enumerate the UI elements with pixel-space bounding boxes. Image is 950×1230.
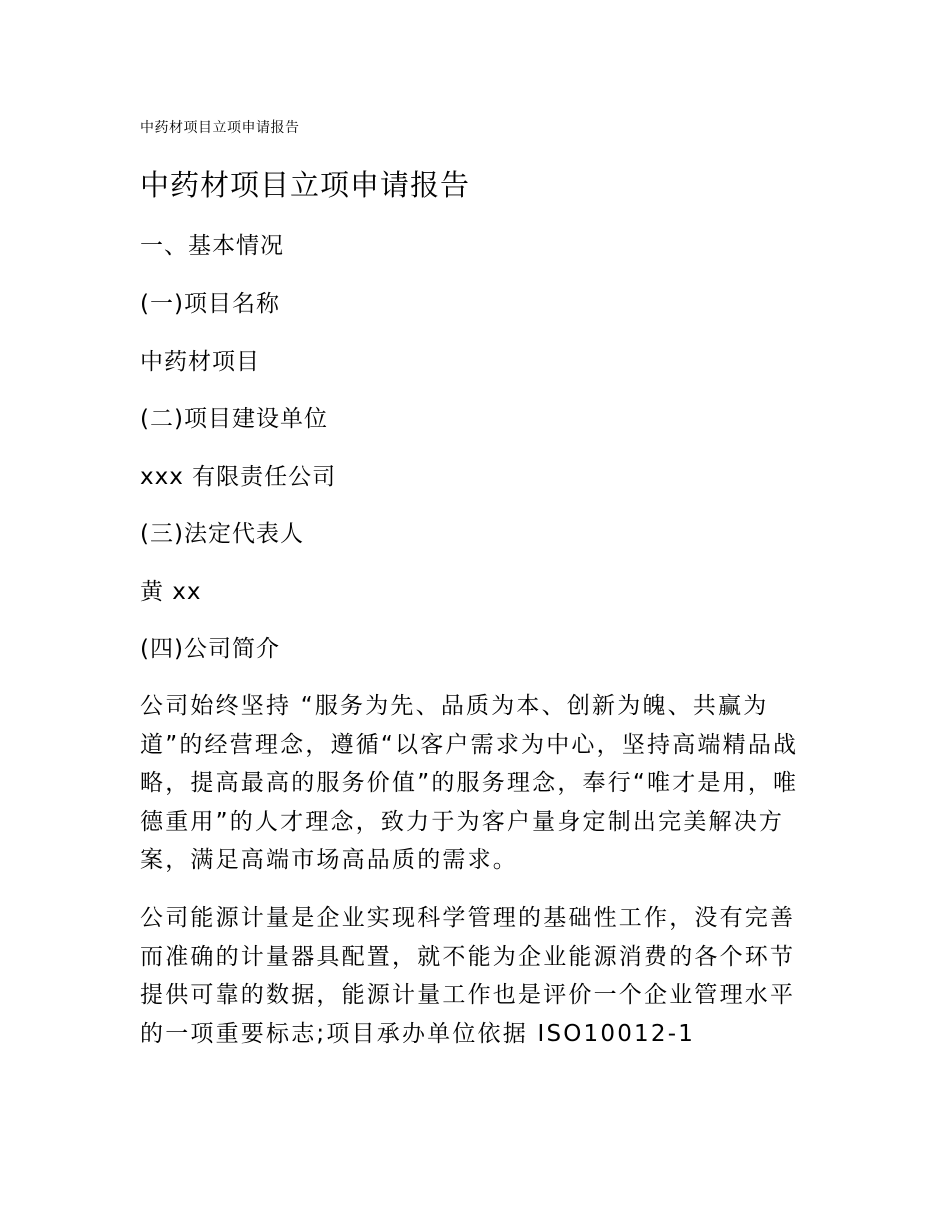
document-title: 中药材项目立项申请报告	[140, 168, 471, 202]
project-name-value: 中药材项目	[140, 349, 260, 375]
company-profile-paragraph: 公司始终坚持 “服务为先、品质为本、创新为魄、共赢为道”的经营理念，遵循“以客户需求为中心，坚持高端精品战略，提高最高的服务价值”的服务理念，奉行“唯才是用，唯德重用”的人才理念，致力于为客户量身定制出完美解决方案，满足高端市场高品质的需求。	[140, 693, 799, 873]
item-heading-legal-representative: (三)法定代表人	[140, 521, 304, 547]
item-heading-construction-unit: (二)项目建设单位	[140, 406, 328, 432]
energy-metering-paragraph: 公司能源计量是企业实现科学管理的基础性工作，没有完善而准确的计量器具配置，就不能为企业能源消费的各个环节提供可靠的数据，能源计量工作也是评价一个企业管理水平的一项重要标志;项目承办单位依据 ISO10012-1	[140, 905, 796, 1047]
legal-representative-value: 黄 xx	[140, 579, 202, 605]
running-header: 中药材项目立项申请报告	[140, 120, 300, 136]
item-heading-project-name: (一)项目名称	[140, 291, 280, 317]
section-heading-basic-info: 一、基本情况	[140, 233, 284, 259]
construction-unit-value: xxx 有限责任公司	[140, 464, 337, 490]
item-heading-company-profile: (四)公司简介	[140, 636, 280, 662]
